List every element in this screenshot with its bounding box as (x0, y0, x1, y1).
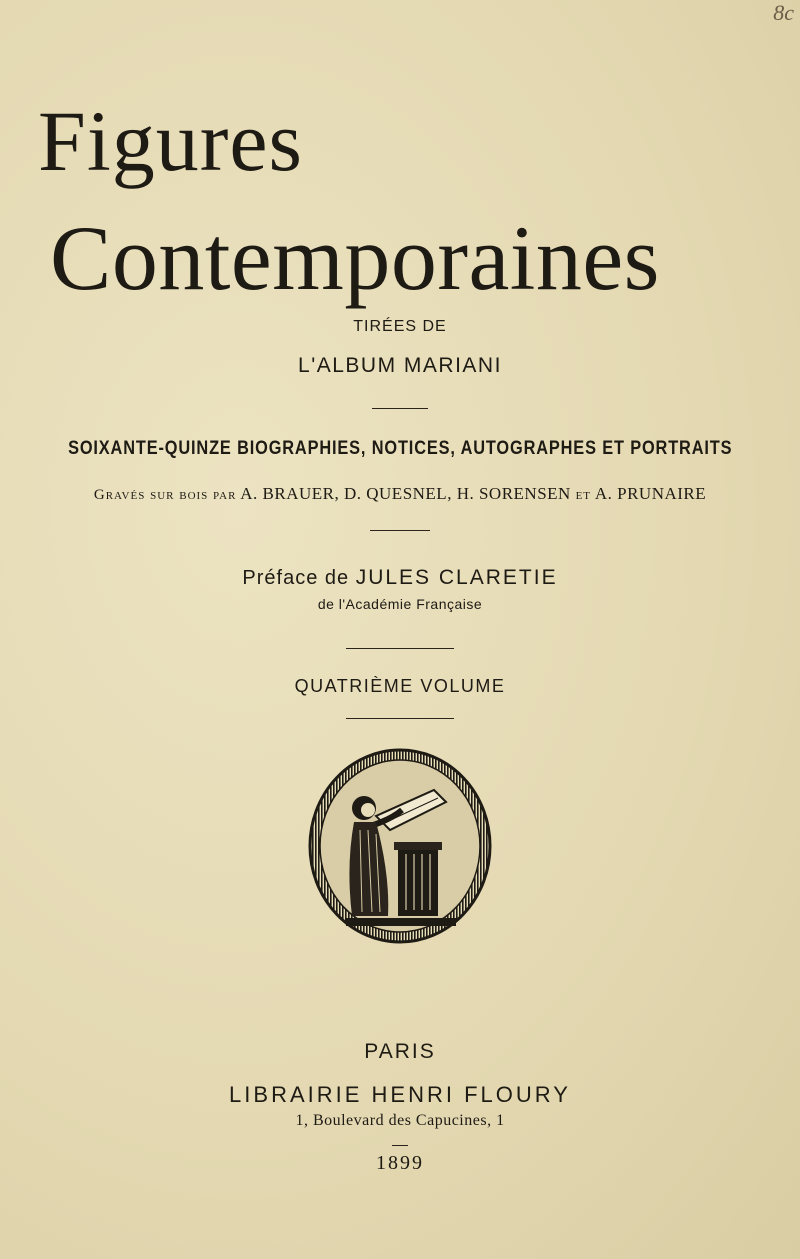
volume-label: QUATRIÈME VOLUME (294, 676, 506, 696)
tirees-de: TIRÉES DE (353, 318, 447, 335)
address: 1, Boulevard des Capucines, 1 (295, 1112, 505, 1129)
preface-line: Préface de JULES CLARETIE (242, 566, 558, 589)
divider-2 (370, 530, 430, 531)
preface-affiliation: de l'Académie Française (317, 596, 483, 612)
engravers-line: Gravés sur bois par A. BRAUER, D. QUESNEL, H. SORENSEN et A. PRUNAIRE (93, 484, 707, 503)
allegorical-figure-medallion-icon (306, 746, 494, 946)
vignette (306, 746, 494, 946)
publisher: LIBRAIRIE HENRI FLOURY (229, 1082, 571, 1107)
year: 1899 (376, 1152, 424, 1174)
divider-1 (372, 408, 428, 409)
city: PARIS (364, 1040, 436, 1063)
album-name: L'ALBUM MARIANI (298, 354, 502, 377)
title-contemporaines: Contemporaines (50, 207, 660, 309)
corner-mark: 8c (773, 0, 794, 25)
divider-5 (392, 1145, 408, 1146)
divider-4 (346, 718, 454, 719)
contents-line: SOIXANTE-QUINZE BIOGRAPHIES, NOTICES, AUTOGRAPHES ET PORTRAITS (67, 438, 733, 459)
title-figures: Figures (38, 93, 303, 189)
divider-3 (346, 648, 454, 649)
